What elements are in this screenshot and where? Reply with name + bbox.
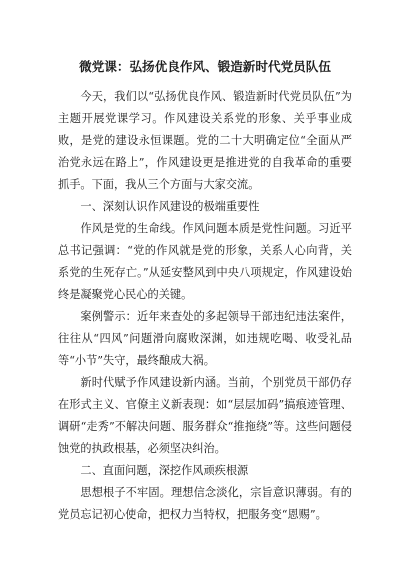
paragraph-new-era: 新时代赋予作风建设新内涵。当前，个别党员干部仍存在形式主义、官僚主义新表现：如“层层加码”搞痕迹管理、调研“走秀”不解决问题、服务群众“推拖绕”等。这些问题侵蚀党的执政根基，必须坚决纠治。 [58,376,352,455]
document-title: 微党课：弘扬优良作风、锻造新时代党员队伍 [79,59,331,74]
section-heading-2: 二、直面问题，深挖作风顽疾根源 [80,464,249,477]
paragraph-ideology-roots: 思想根子不牢固。理想信念淡化，宗旨意识薄弱。有的党员忘记初心使命，把权力当特权，把服务变“恩赐”。 [58,486,352,521]
paragraph-intro: 今天，我们以“弘扬优良作风、锻造新时代党员队伍”为主题开展党课学习。作风建设关系党的形象、关乎事业成败，是党的建设永恒课题。党的二十大明确定位“全面从严治党永远在路上”，作风建设更是推进党的自我革命的重要抓手。下面，我从三个方面与大家交流。 [58,90,352,191]
paragraph-case-warning: 案例警示：近年来查处的多起领导干部违纪违法案件，往往从“四风”问题滑向腐败深渊，如违规吃喝、收受礼品等“小节”失守，最终酿成大祸。 [58,310,352,367]
paragraph-style-lifeline: 作风是党的生命线。作风问题本质是党性问题。习近平总书记强调：“党的作风就是党的形象，关系人心向背，关系党的生死存亡。”从延安整风到中央八项规定，作风建设始终是凝聚党心民心的关键。 [58,222,352,301]
section-heading-1: 一、深刻认识作风建设的极端重要性 [80,200,260,213]
